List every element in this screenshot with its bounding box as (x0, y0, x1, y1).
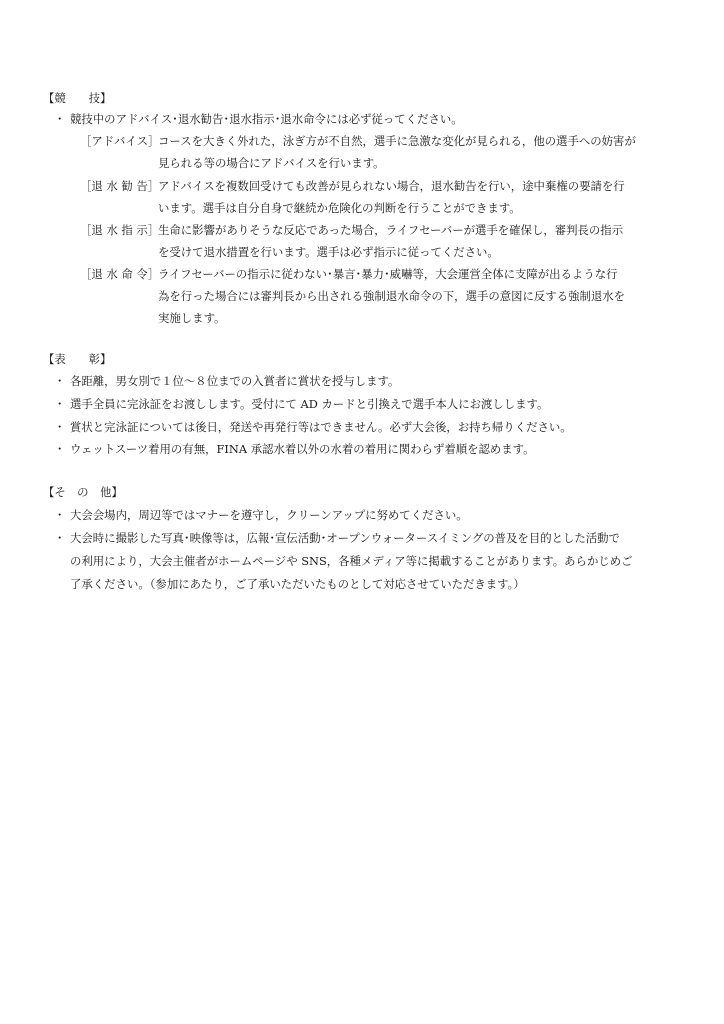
bullet-mark: ・ (54, 374, 66, 388)
list-item-text: ウェットスーツ着用の有無，FINA 承認水着以外の水着の着用に関わらず着順を認めます。 (70, 442, 535, 456)
bullet-mark: ・ (54, 112, 66, 126)
section-heading-awards: 【表 彰】 (43, 352, 112, 366)
rule-text-continued: を受けて退水措置を行います。選手は必ず指示に従ってください。 (158, 245, 499, 259)
rule-label: ［アドバイス］ (80, 134, 160, 148)
bullet-mark: ・ (54, 442, 66, 456)
section-heading-other: 【そ の 他】 (43, 485, 123, 499)
list-item-text: 賞状と完泳証については後日，発送や再発行等はできません。必ず大会後，お持ち帰りください。 (70, 420, 572, 434)
rule-text-continued: 見られる等の場合にアドバイスを行います。 (158, 156, 385, 170)
rule-text: ライフセーバーの指示に従わない･暴言･暴力･威嚇等，大会運営全体に支障が出るような行 (158, 267, 618, 281)
rule-text: コースを大きく外れた，泳ぎ方が不自然，選手に急激な変化が見られる，他の選手への妨害が (158, 134, 636, 148)
rule-text-continued: 実施します。 (158, 311, 226, 325)
bullet-mark: ・ (54, 420, 66, 434)
rule-label: ［退 水 勧 告］ (80, 179, 160, 193)
list-item-text-continued: の利用により，大会主催者がホームページや SNS，各種メディア等に掲載することがあります。あらかじめご (70, 554, 633, 568)
bullet-mark: ・ (54, 531, 66, 545)
section-heading-competition: 【競 技】 (43, 91, 112, 105)
rule-text-continued: います。選手は自分自身で継続か危険化の判断を行うことができます。 (158, 201, 521, 215)
rule-text-continued: 為を行った場合には審判長から出される強制退水命令の下，選手の意図に反する強制退水を (158, 289, 626, 303)
list-item-text: 選手全員に完泳証をお渡しします。受付にて AD カードと引換えで選手本人にお渡しします。 (70, 397, 549, 411)
list-item-text: 大会時に撮影した写真･映像等は，広報･宣伝活動･オープンウォータースイミングの普及を目的とした活動で (70, 531, 620, 545)
rule-label: ［退 水 指 示］ (80, 223, 160, 237)
list-item-text: 大会会場内，周辺等ではマナーを遵守し，クリーンアップに努めてください。 (70, 508, 468, 522)
rule-text: アドバイスを複数回受けても改善が見られない場合，退水勧告を行い，途中棄権の要請を行 (158, 179, 625, 193)
list-item-text: 各距離，男女別で１位～８位までの入賞者に賞状を授与します。 (70, 374, 400, 388)
rule-text: 生命に影響がありそうな反応であった場合，ライフセーバーが選手を確保し，審判長の指示 (158, 223, 624, 237)
list-item-text: 競技中のアドバイス･退水勧告･退水指示･退水命令には必ず従ってください。 (70, 112, 463, 126)
rule-label: ［退 水 命 令］ (80, 267, 160, 281)
bullet-mark: ・ (54, 397, 66, 411)
list-item-text-continued: 了承ください。（参加にあたり，ご了承いただいたものとして対応させていただきます。） (70, 577, 525, 591)
bullet-mark: ・ (54, 508, 66, 522)
